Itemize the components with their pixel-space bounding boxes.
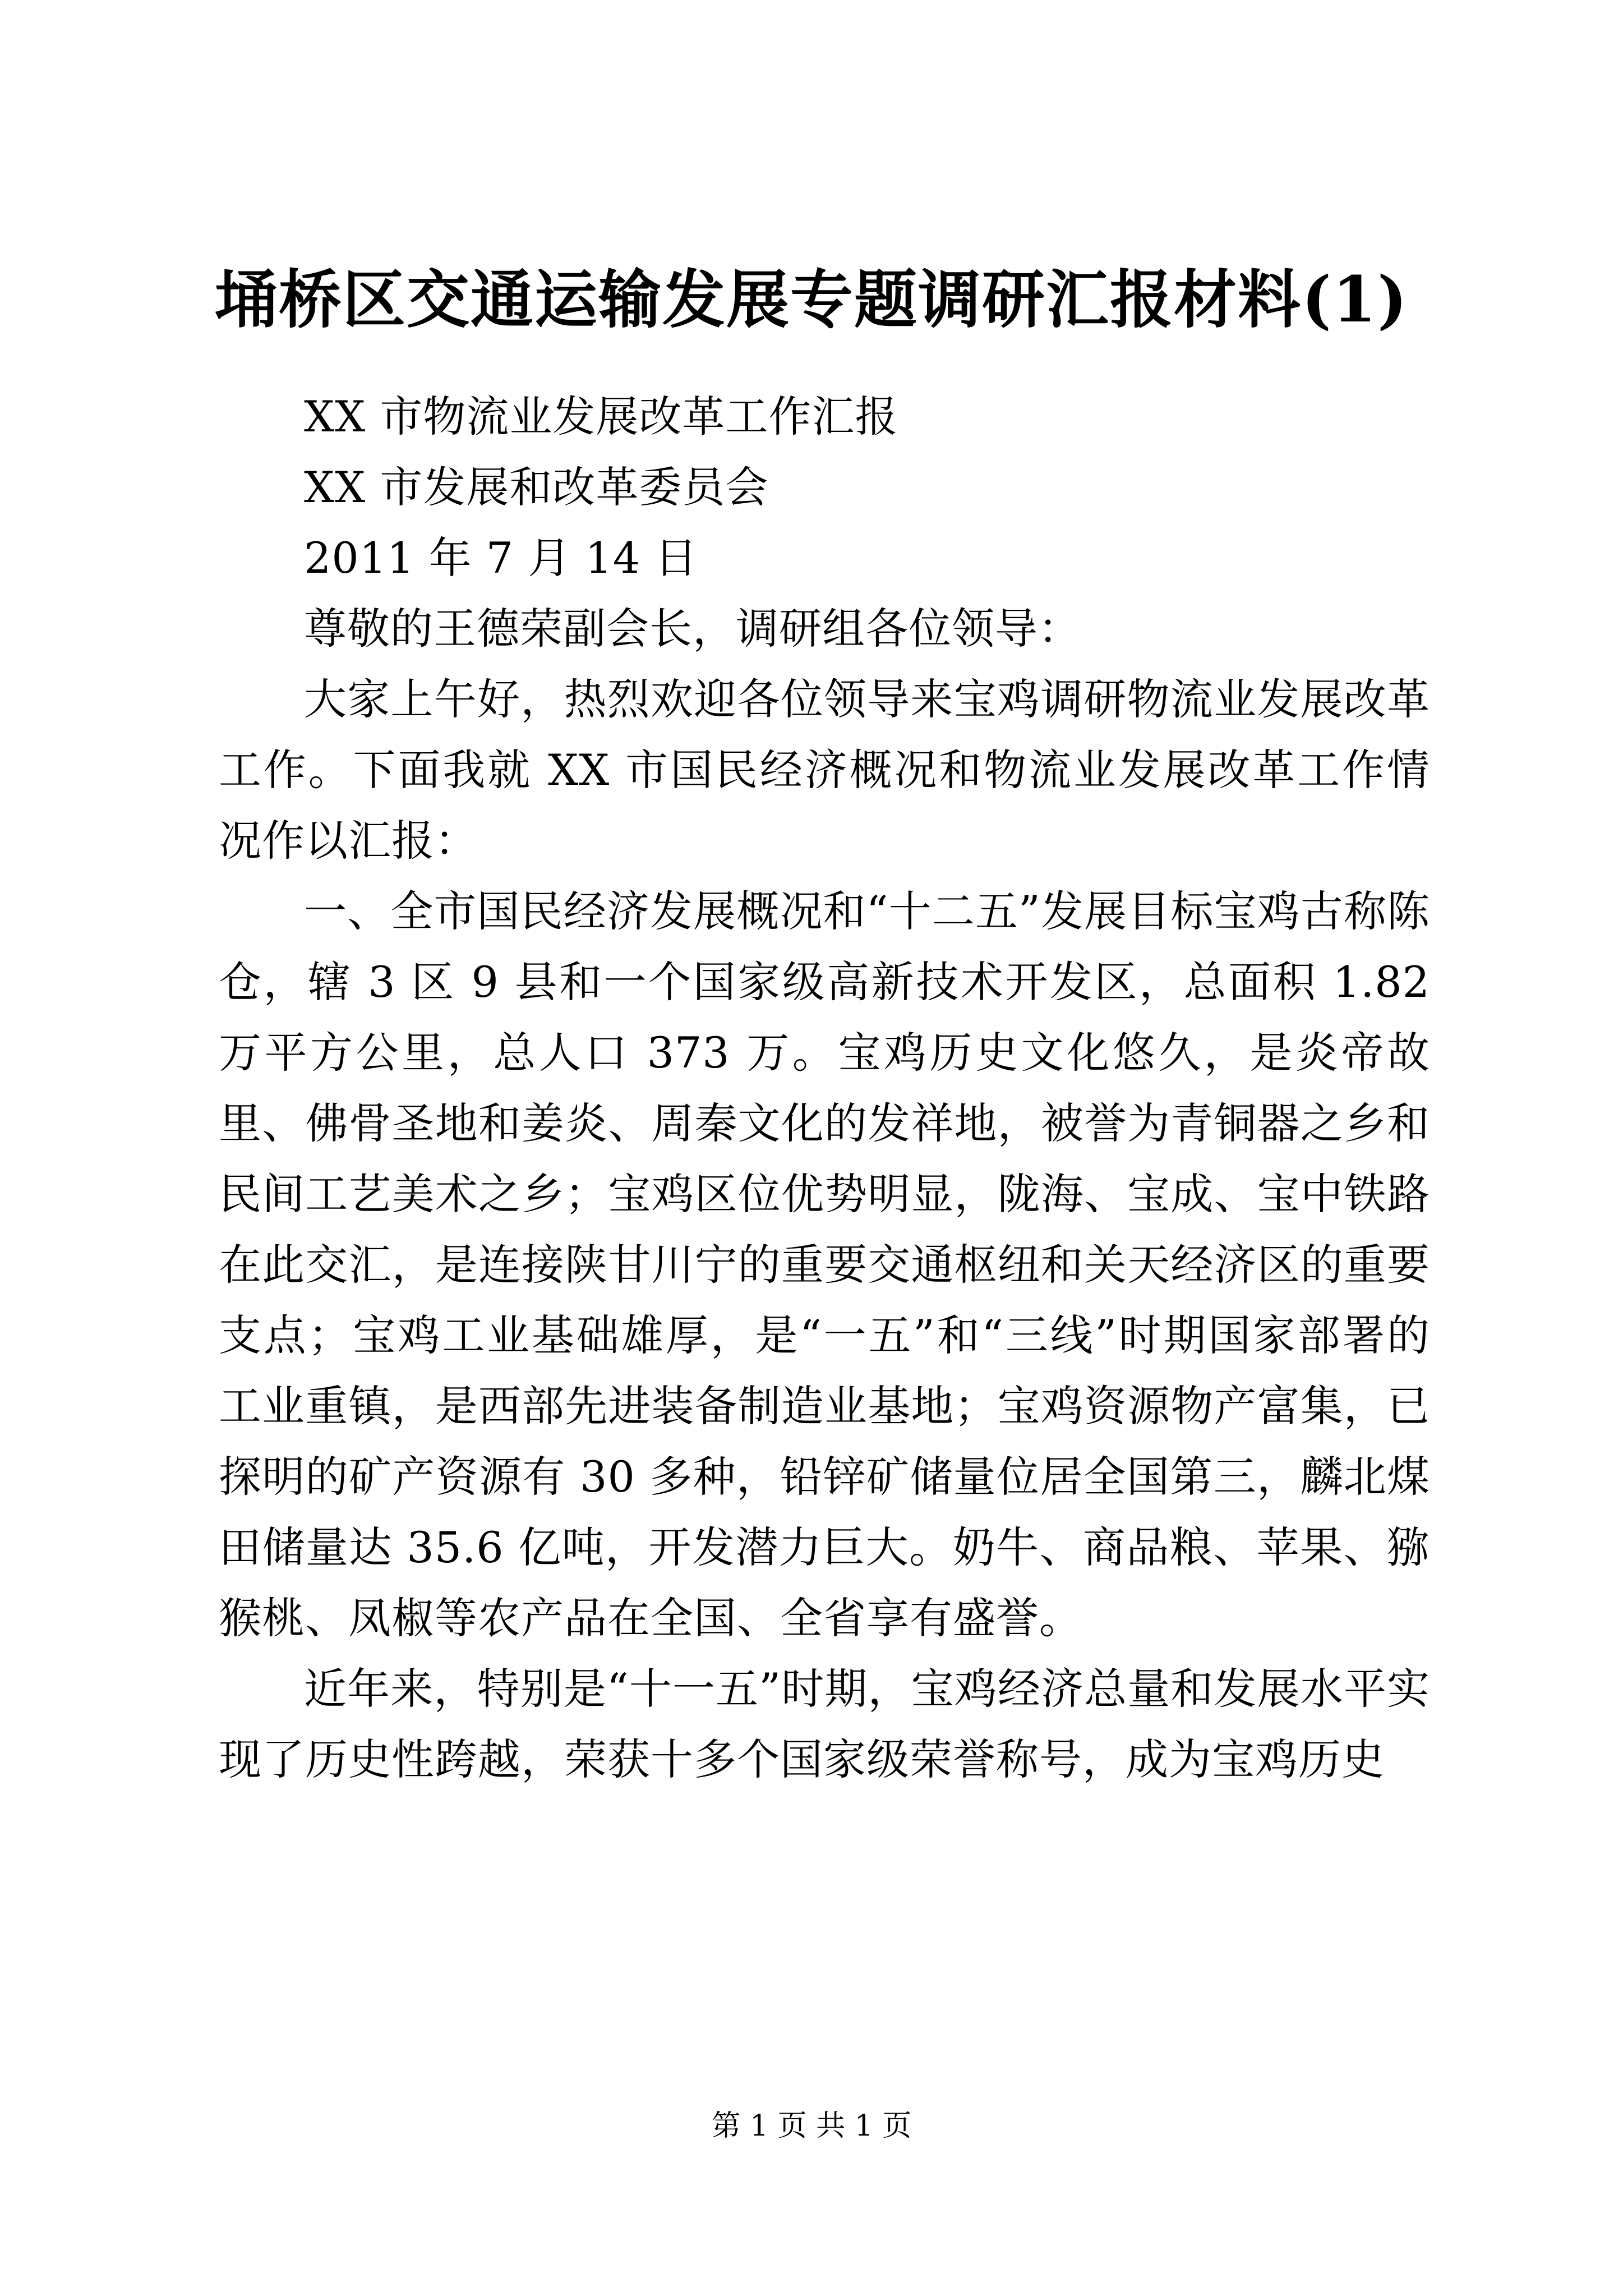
report-date: 2011 年 7 月 14 日: [304, 533, 698, 583]
salutation: 尊敬的王德荣副会长，调研组各位领导：: [304, 604, 1081, 654]
document-title: 埇桥区交通运输发展专题调研汇报材料(1): [215, 263, 1408, 337]
report-subtitle: XX 市物流业发展改革工作汇报: [304, 392, 898, 441]
paragraph-intro: 大家上午好，热烈欢迎各位领导来宝鸡调研物流业发展改革工作。下面我就 XX 市国民经济概况和物流业发展改革工作情况作以汇报：: [219, 674, 1430, 866]
paragraph-overview: 一、全市国民经济发展概况和“十二五”发展目标宝鸡古称陈仓，辖 3 区 9 县和一个国家级高新技术开发区，总面积 1.82 万平方公里，总人口 373 万。宝鸡历史文化悠久，是炎帝故里、佛骨圣地和姜炎、周秦文化的发祥地，被誉为青铜器之乡和民间工艺美术之乡；宝鸡区位优势明显，陇海、宝成、宝中铁路在此交汇，是连接陕甘川宁的重要交通枢纽和关天经济区的重要支点；宝鸡工业基础雄厚，是“一五”和“三线”时期国家部署的工业重镇，是西部先进装备制造业基地；宝鸡资源物产富集，已探明的矿产资源有 30 多种，铅锌矿储量位居全国第三，麟北煤田储量达 35.6 亿吨，开发潜力巨大。奶牛、商品粮、苹果、猕猴桃、凤椒等农产品在全国、全省享有盛誉。: [219, 886, 1430, 1643]
paragraph-recent-years: 近年来，特别是“十一五”时期，宝鸡经济总量和发展水平实现了历史性跨越，荣获十多个国家级荣誉称号，成为宝鸡历史: [219, 1664, 1430, 1784]
report-organization: XX 市发展和改革委员会: [304, 462, 769, 512]
page-footer: 第 1 页 共 1 页: [711, 2109, 912, 2143]
document-body: [219, 381, 1430, 1795]
